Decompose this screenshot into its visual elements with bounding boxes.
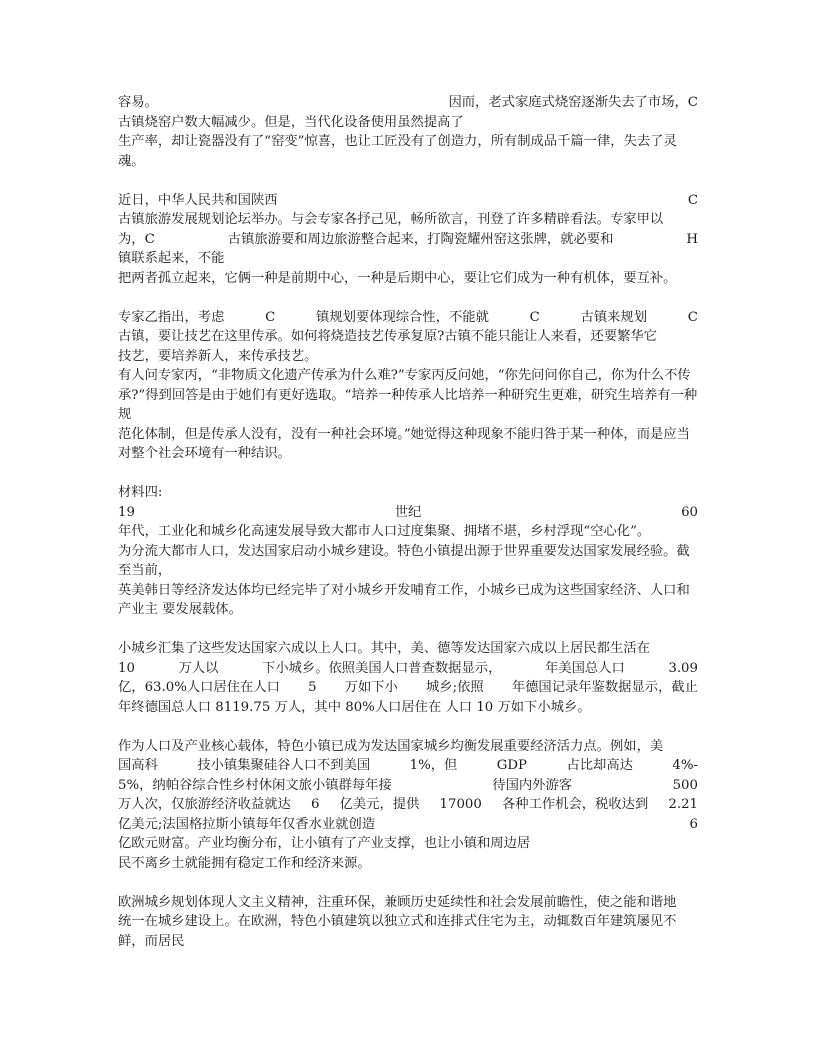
text-fragment: 容易。: [118, 95, 158, 110]
text-fragment: 1%，但: [409, 758, 458, 773]
text-fragment: 城乡;依照: [426, 680, 484, 695]
text-fragment: H: [686, 231, 698, 247]
text-fragment: 近日，中华人民共和国陕西: [118, 192, 278, 208]
text-fragment: 年美国总人口: [544, 660, 625, 676]
text-line: [118, 503, 698, 523]
text-line: 年代，工业化和城乡化高速发展导致大都市人口过度集聚、拥堵不堪，乡村浮现“空心化”。: [118, 524, 651, 539]
text-fragment: 60: [681, 504, 698, 520]
text-line: [118, 308, 698, 328]
text-fragment: 4%-: [672, 758, 698, 773]
text-line: 亿欧元财富。产业均衡分布，让小镇有了产业支撑，也让小镇和周边居: [118, 836, 531, 851]
text-fragment: 为，C: [118, 231, 155, 247]
text-line: [118, 795, 698, 815]
text-line: 生产率，却让瓷器没有了“窑变”惊喜，也让工匠没有了创造力，所有制成品千篇一律，失去了灵魂。: [118, 134, 677, 169]
text-fragment: 古镇来规划: [580, 309, 648, 325]
text-fragment: 专家乙指出，考虑: [118, 309, 225, 325]
text-fragment: 5: [308, 680, 317, 695]
text-line: 古镇，要让技艺在这里传承。如何将烧造技艺传承复原?古镇不能只能让人来看，还要繁华它: [118, 329, 658, 344]
text-line: 有人问专家丙，“非物质文化遗产传承为什么难?”专家丙反问她，“你先问问你自己，你为什么不传: [118, 368, 691, 383]
text-line: [118, 191, 698, 211]
text-line: 镇联系起来，不能: [118, 251, 225, 266]
text-line: 民不离乡土就能拥有稳定工作和经济来源。: [118, 855, 371, 871]
text-fragment: 各种工作机会，税收达到: [501, 797, 649, 812]
text-fragment: 17000: [439, 797, 482, 812]
text-fragment: 万人次，仅旅游经济收益就达: [118, 797, 291, 812]
text-fragment: 2.21: [668, 797, 698, 812]
text-line: [118, 776, 698, 796]
text-line: 范化体制，但是传承人没有，没有一种社会环境。”她觉得这种现象不能归咎于某一种体，而是应当对整个社会环境有一种结识。: [118, 426, 690, 461]
text-fragment: 年德国记录年鉴数据显示，截止: [511, 680, 698, 695]
text-line: 古镇烧窑户数大幅减少。但是，当代化设备使用虽然提高了: [118, 114, 464, 130]
text-line: 技艺，要培养新人，来传承技艺。: [118, 348, 318, 364]
text-line: 英美韩日等经济发达体均已经完毕了对小城乡开发哺育工作，小城乡已成为这些国家经济、人口和产业主 要发展载体。: [118, 582, 690, 617]
text-line: 年终德国总人口 8119.75 万人，其中 80%人口居住在 人口 10 万如下小城乡。: [118, 699, 591, 715]
text-line: 欧洲城乡规划体现人文主义精神，注重环保，兼顾历史延续性和社会发展前瞻性，使之能和谐地: [118, 894, 677, 910]
section-title: 材料四:: [118, 485, 163, 500]
text-line: [118, 678, 698, 698]
text-fragment: 万如下小: [344, 680, 398, 695]
text-fragment: 占比却高达: [566, 758, 633, 773]
text-fragment: 国高科: [118, 758, 158, 773]
text-line: [118, 230, 698, 250]
text-line: 为分流大都市人口，发达国家启动小城乡建设。特色小镇提出源于世界重要发达国家发展经验。截至当前，: [118, 543, 690, 578]
text-line: 古镇旅游发展规划论坛举办。与会专家各抒己见，畅所欲言，刊登了许多精辟看法。专家甲以: [118, 212, 664, 227]
text-fragment: 下小城乡。依照美国人口普查数据显示，: [262, 660, 502, 676]
text-fragment: C: [529, 309, 540, 325]
text-fragment: 3.09: [668, 660, 698, 676]
text-fragment: 万人以: [178, 660, 219, 676]
text-fragment: 镇规划要体现综合性，不能就: [316, 309, 489, 325]
text-fragment: 500: [672, 777, 698, 793]
text-fragment: 因而，老式家庭式烧窑逐渐失去了市场，C: [448, 95, 698, 110]
text-line: 统一在城乡建设上。在欧洲，特色小镇建筑以独立式和连排式住宅为主，动辄数百年建筑屡见不鲜，而居民: [118, 914, 677, 949]
text-fragment: 古镇旅游要和周边旅游整合起来，打陶瓷耀州窑这张牌，就必要和: [227, 231, 614, 247]
text-fragment: C: [265, 309, 276, 325]
text-fragment: 亿美元;法国格拉斯小镇每年仅香水业就创造: [118, 816, 376, 832]
text-fragment: 5%，纳帕谷综合性乡村休闲文旅小镇群每年接: [118, 777, 392, 793]
text-fragment: 亿，63.0%人口居住在人口: [118, 680, 280, 695]
text-fragment: C: [687, 192, 698, 208]
text-line: 承?”得到回答是由于她们有更好选取。“培养一种传承人比培养一种研究生更难，研究生培养有一种规: [118, 387, 698, 422]
text-line: [118, 659, 698, 679]
text-fragment: 6: [311, 797, 320, 812]
text-fragment: 待国内外游客: [492, 777, 573, 793]
text-fragment: GDP: [496, 758, 527, 773]
text-fragment: 世纪: [394, 504, 422, 520]
text-fragment: 6: [689, 816, 698, 832]
text-fragment: 19: [118, 504, 135, 520]
text-fragment: 技小镇集聚硅谷人口不到美国: [197, 758, 371, 773]
text-fragment: C: [687, 309, 698, 325]
text-line: 小城乡汇集了这些发达国家六成以上人口。其中，美、德等发达国家六成以上居民都生活在: [118, 641, 650, 656]
text-line: 把两者孤立起来，它俩一种是前期中心，一种是后期中心，要让它们成为一种有机体，要互补。: [118, 270, 677, 286]
document-body: [118, 93, 698, 951]
text-fragment: 10: [118, 660, 135, 676]
text-line: 作为人口及产业核心载体，特色小镇已成为发达国家城乡均衡发展重要经济活力点。例如，美: [118, 738, 664, 754]
text-line: [118, 756, 698, 776]
text-line: [118, 815, 698, 835]
text-line: [118, 93, 698, 113]
text-fragment: 亿美元，提供: [339, 797, 420, 812]
